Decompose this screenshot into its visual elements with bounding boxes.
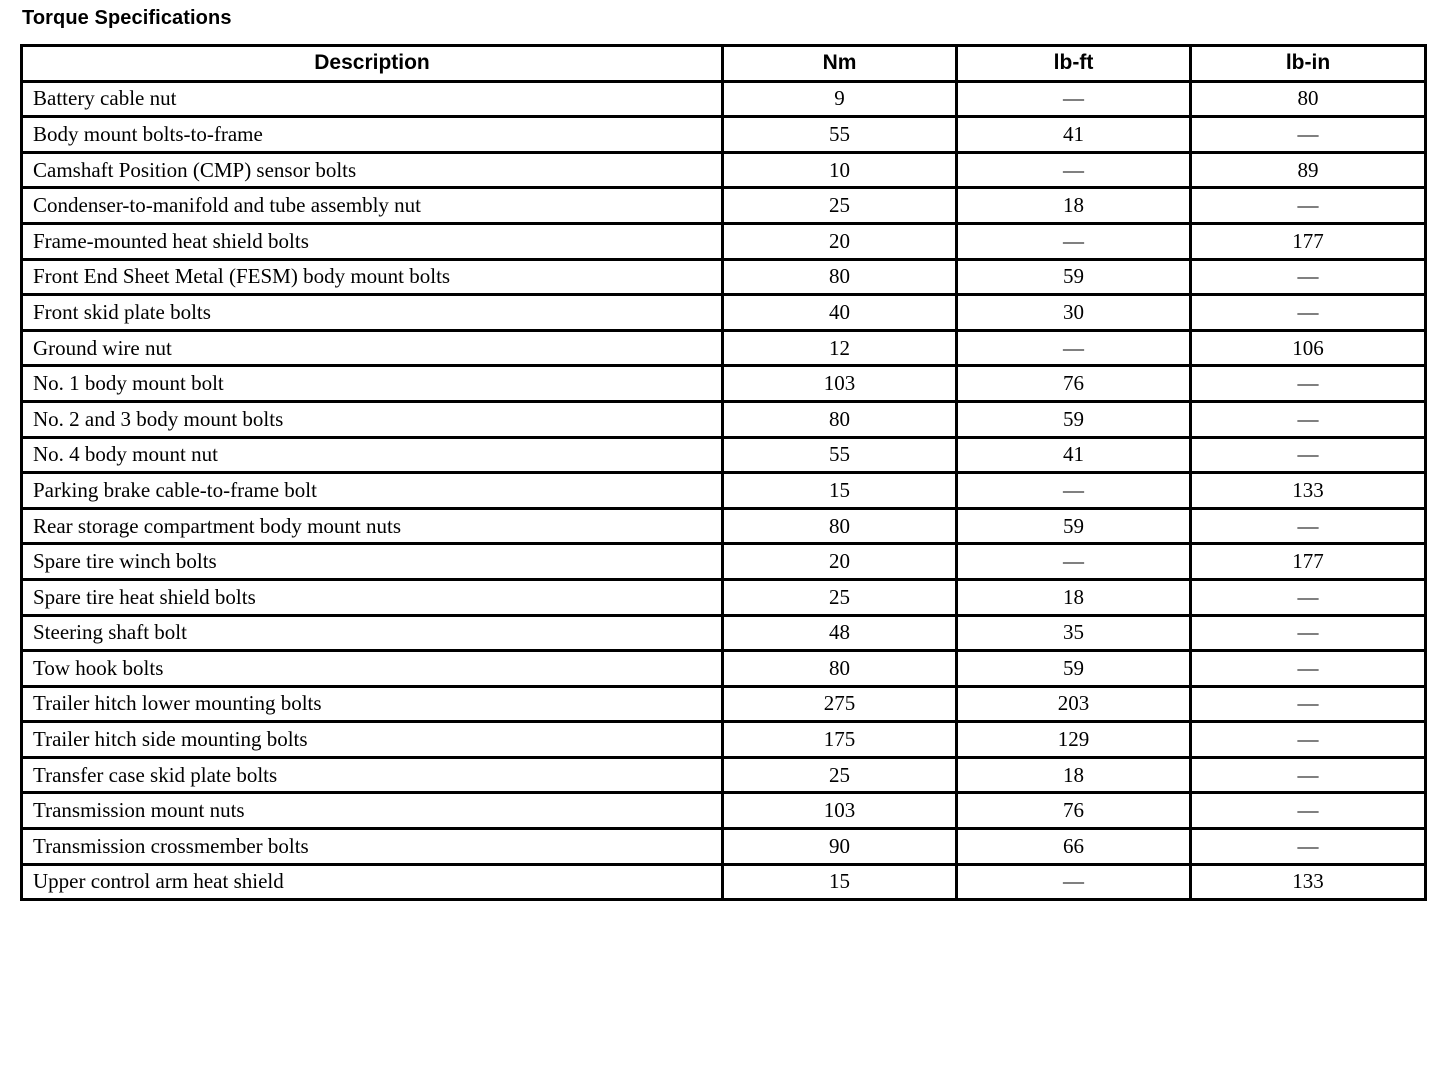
- cell-description: Trailer hitch lower mounting bolts: [22, 686, 723, 722]
- cell-lb-in: —: [1191, 437, 1426, 473]
- cell-lb-in: 133: [1191, 864, 1426, 900]
- cell-lb-in: —: [1191, 793, 1426, 829]
- cell-nm: 10: [723, 152, 957, 188]
- cell-description: No. 1 body mount bolt: [22, 366, 723, 402]
- cell-lb-ft: 18: [957, 188, 1191, 224]
- header-lb-ft: lb-ft: [957, 46, 1191, 82]
- cell-nm: 20: [723, 544, 957, 580]
- cell-nm: 55: [723, 437, 957, 473]
- table-row: [22, 259, 1426, 295]
- cell-description: Front skid plate bolts: [22, 295, 723, 331]
- header-description: Description: [22, 46, 723, 82]
- table-row: [22, 366, 1426, 402]
- cell-nm: 103: [723, 793, 957, 829]
- cell-lb-ft: —: [957, 223, 1191, 259]
- cell-nm: 48: [723, 615, 957, 651]
- cell-lb-in: —: [1191, 686, 1426, 722]
- cell-lb-in: 80: [1191, 81, 1426, 117]
- table-row: [22, 152, 1426, 188]
- cell-description: Trailer hitch side mounting bolts: [22, 722, 723, 758]
- table-row: [22, 295, 1426, 331]
- cell-description: Battery cable nut: [22, 81, 723, 117]
- torque-spec-table: [20, 44, 1427, 901]
- header-lb-in: lb-in: [1191, 46, 1426, 82]
- cell-lb-in: 177: [1191, 544, 1426, 580]
- cell-lb-ft: 41: [957, 117, 1191, 153]
- cell-nm: 90: [723, 829, 957, 865]
- table-row: [22, 117, 1426, 153]
- cell-nm: 25: [723, 579, 957, 615]
- cell-nm: 12: [723, 330, 957, 366]
- cell-description: Ground wire nut: [22, 330, 723, 366]
- cell-lb-in: —: [1191, 295, 1426, 331]
- cell-nm: 9: [723, 81, 957, 117]
- cell-nm: 80: [723, 651, 957, 687]
- cell-lb-ft: 76: [957, 793, 1191, 829]
- cell-lb-in: —: [1191, 188, 1426, 224]
- cell-lb-in: —: [1191, 651, 1426, 687]
- cell-lb-ft: 41: [957, 437, 1191, 473]
- cell-nm: 40: [723, 295, 957, 331]
- cell-nm: 175: [723, 722, 957, 758]
- cell-description: Camshaft Position (CMP) sensor bolts: [22, 152, 723, 188]
- cell-description: Spare tire heat shield bolts: [22, 579, 723, 615]
- cell-description: No. 4 body mount nut: [22, 437, 723, 473]
- cell-lb-ft: 76: [957, 366, 1191, 402]
- table-header-row: [22, 46, 1426, 82]
- table-row: [22, 473, 1426, 509]
- cell-nm: 55: [723, 117, 957, 153]
- table-row: [22, 793, 1426, 829]
- cell-lb-ft: 59: [957, 651, 1191, 687]
- cell-description: Steering shaft bolt: [22, 615, 723, 651]
- cell-lb-ft: 59: [957, 259, 1191, 295]
- cell-lb-ft: 59: [957, 508, 1191, 544]
- cell-lb-ft: 18: [957, 579, 1191, 615]
- table-row: [22, 223, 1426, 259]
- table-row: [22, 757, 1426, 793]
- cell-lb-in: —: [1191, 722, 1426, 758]
- table-row: [22, 864, 1426, 900]
- cell-lb-in: —: [1191, 366, 1426, 402]
- table-row: [22, 579, 1426, 615]
- cell-lb-ft: 66: [957, 829, 1191, 865]
- cell-description: No. 2 and 3 body mount bolts: [22, 401, 723, 437]
- table-row: [22, 722, 1426, 758]
- cell-lb-ft: —: [957, 81, 1191, 117]
- cell-description: Body mount bolts-to-frame: [22, 117, 723, 153]
- table-row: [22, 544, 1426, 580]
- table-row: [22, 401, 1426, 437]
- cell-description: Spare tire winch bolts: [22, 544, 723, 580]
- cell-lb-ft: 35: [957, 615, 1191, 651]
- cell-nm: 80: [723, 508, 957, 544]
- cell-nm: 20: [723, 223, 957, 259]
- cell-lb-ft: 129: [957, 722, 1191, 758]
- cell-nm: 15: [723, 864, 957, 900]
- cell-lb-ft: —: [957, 330, 1191, 366]
- table-row: [22, 188, 1426, 224]
- table-row: [22, 829, 1426, 865]
- cell-description: Condenser-to-manifold and tube assembly nut: [22, 188, 723, 224]
- cell-lb-ft: —: [957, 473, 1191, 509]
- cell-lb-ft: —: [957, 864, 1191, 900]
- cell-lb-in: —: [1191, 508, 1426, 544]
- cell-description: Upper control arm heat shield: [22, 864, 723, 900]
- cell-description: Rear storage compartment body mount nuts: [22, 508, 723, 544]
- cell-nm: 103: [723, 366, 957, 402]
- table-row: [22, 437, 1426, 473]
- cell-lb-in: —: [1191, 615, 1426, 651]
- cell-description: Transmission mount nuts: [22, 793, 723, 829]
- cell-lb-in: 106: [1191, 330, 1426, 366]
- cell-lb-ft: —: [957, 152, 1191, 188]
- cell-lb-ft: 30: [957, 295, 1191, 331]
- cell-lb-ft: 18: [957, 757, 1191, 793]
- cell-lb-ft: 59: [957, 401, 1191, 437]
- cell-description: Frame-mounted heat shield bolts: [22, 223, 723, 259]
- header-nm: Nm: [723, 46, 957, 82]
- cell-nm: 80: [723, 401, 957, 437]
- cell-description: Front End Sheet Metal (FESM) body mount bolts: [22, 259, 723, 295]
- cell-description: Transfer case skid plate bolts: [22, 757, 723, 793]
- cell-lb-ft: 203: [957, 686, 1191, 722]
- table-row: [22, 615, 1426, 651]
- cell-nm: 15: [723, 473, 957, 509]
- cell-nm: 80: [723, 259, 957, 295]
- cell-lb-in: —: [1191, 757, 1426, 793]
- cell-description: Tow hook bolts: [22, 651, 723, 687]
- cell-description: Transmission crossmember bolts: [22, 829, 723, 865]
- table-row: [22, 508, 1426, 544]
- cell-lb-ft: —: [957, 544, 1191, 580]
- cell-lb-in: 177: [1191, 223, 1426, 259]
- cell-lb-in: 133: [1191, 473, 1426, 509]
- cell-lb-in: 89: [1191, 152, 1426, 188]
- cell-lb-in: —: [1191, 259, 1426, 295]
- cell-lb-in: —: [1191, 401, 1426, 437]
- cell-description: Parking brake cable-to-frame bolt: [22, 473, 723, 509]
- cell-lb-in: —: [1191, 117, 1426, 153]
- table-row: [22, 686, 1426, 722]
- page-title: Torque Specifications: [22, 7, 232, 29]
- cell-lb-in: —: [1191, 829, 1426, 865]
- cell-nm: 275: [723, 686, 957, 722]
- table-row: [22, 651, 1426, 687]
- cell-nm: 25: [723, 188, 957, 224]
- cell-lb-in: —: [1191, 579, 1426, 615]
- table-row: [22, 81, 1426, 117]
- table-body: [22, 81, 1426, 900]
- table-row: [22, 330, 1426, 366]
- cell-nm: 25: [723, 757, 957, 793]
